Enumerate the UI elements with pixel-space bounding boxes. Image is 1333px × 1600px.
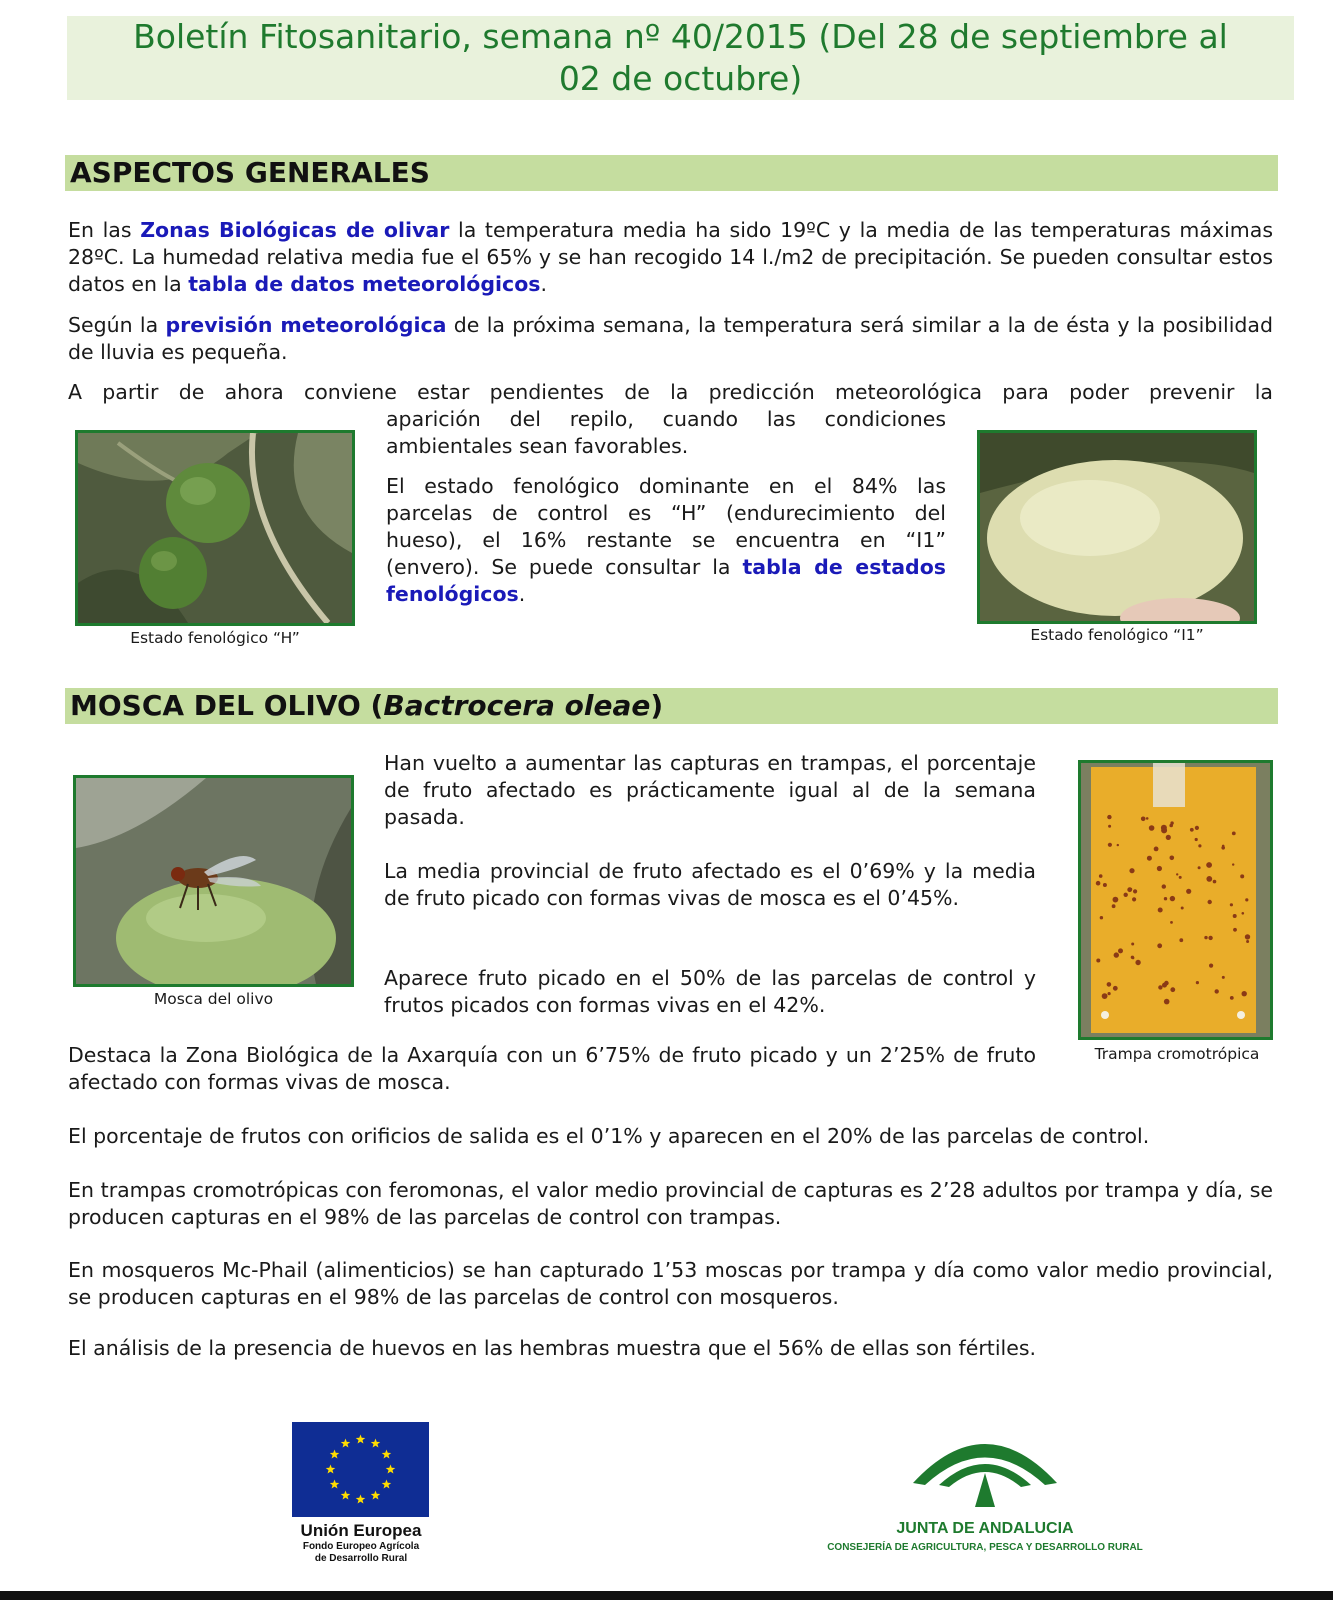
trap-insect-dot <box>1170 987 1175 992</box>
link-tabla-datos-meteorologicos[interactable]: tabla de datos meteorológicos <box>188 272 541 296</box>
trap-insect-dot <box>1230 996 1234 1000</box>
paragraph-axarquia: Destaca la Zona Biológica de la Axarquía con un 6’75% de fruto picado y un 2’25% de fruto afectado con formas vivas de mosca. <box>68 1043 1036 1094</box>
trap-insect-dot <box>1221 846 1225 850</box>
trap-insect-dot <box>1176 873 1178 875</box>
trap-insect-dot <box>1154 847 1159 852</box>
page-title-line1: Boletín Fitosanitario, semana nº 40/2015 (Del 28 de septiembre al <box>133 17 1228 56</box>
eu-star-icon <box>386 1465 396 1474</box>
trap-insect-dot <box>1158 985 1162 989</box>
paragraph-temperatura <box>68 217 1273 298</box>
trap-insect-dot <box>1245 934 1250 939</box>
trap-insect-dot <box>1146 817 1149 820</box>
trap-insect-dot <box>1162 884 1166 888</box>
trap-insect-dot <box>1164 897 1167 900</box>
caption-estado-i1: Estado fenológico “I1” <box>1030 626 1204 644</box>
trap-insect-dot <box>1135 960 1140 965</box>
trap-insect-dot <box>1198 866 1201 869</box>
trap-insect-dot <box>1113 986 1118 991</box>
trap-insect-dot <box>1198 844 1201 847</box>
link-zonas-biologicas[interactable]: Zonas Biológicas de olivar <box>140 218 450 242</box>
junta-andalucia-logo <box>905 1425 1065 1517</box>
trap-insect-dot <box>1166 835 1171 840</box>
trap-insect-dot <box>1117 844 1119 846</box>
trap-insect-dot <box>1186 889 1191 894</box>
eu-star-icon <box>382 1480 392 1489</box>
trap-insect-dot <box>1230 903 1233 906</box>
trap-insect-dot <box>1108 843 1112 847</box>
paragraph-fruto-picado: Aparece fruto picado en el 50% de las parcelas de control y frutos picados con formas vivas en el 42%. <box>384 966 1036 1017</box>
eu-star-icon <box>330 1480 340 1489</box>
trap-insect-dot <box>1108 825 1111 828</box>
photo-estado-h <box>75 430 355 626</box>
trap-insect-dot <box>1107 982 1112 987</box>
yellow-trap-image <box>1081 763 1270 1037</box>
trap-insect-dot <box>1222 976 1225 979</box>
text-segment: . <box>518 582 526 606</box>
trap-insect-dot <box>1114 952 1119 957</box>
trap-insect-dot <box>1131 956 1134 959</box>
paragraph-mosqueros: En mosqueros Mc-Phail (alimenticios) se han capturado 1’53 moscas por trampa y día como valor medio provincial, se producen capturas en el 98% de las parcelas de control con mosqueros. <box>68 1258 1273 1309</box>
eu-subtitle-2: de Desarrollo Rural <box>314 1553 408 1564</box>
trap-insect-dot <box>1169 824 1173 828</box>
trap-insect-dot <box>1107 815 1111 819</box>
text-segment: El estado fenológico dominante en el 84% las parcelas de control es “H” (endurecimiento del hueso), el 16% restante se encuentra en “I1” (envero). Se puede consultar la <box>386 474 946 579</box>
trap-insect-dot <box>1096 959 1100 963</box>
paragraph-repilo-rest: aparición del repilo, cuando las condiciones ambientales sean favorables. <box>386 407 946 458</box>
caption-estado-h: Estado fenológico “H” <box>130 629 300 647</box>
eu-star-icon <box>371 1490 381 1499</box>
trap-insect-dot <box>1096 881 1101 886</box>
trap-insect-dot <box>1208 936 1212 940</box>
heading-species: Bactrocera oleae <box>383 689 651 722</box>
trap-insect-dot <box>1162 983 1167 988</box>
trap-insect-dot <box>1132 897 1136 901</box>
eu-star-icon <box>356 1435 366 1444</box>
olive-branch-image <box>78 433 352 623</box>
paragraph-estado-fenologico <box>386 473 946 608</box>
eu-star-icon <box>326 1465 336 1474</box>
eu-label <box>280 1521 442 1565</box>
trap-insect-dot <box>1245 898 1248 901</box>
trap-insect-dot <box>1195 826 1199 830</box>
trap-insect-dot <box>1242 991 1247 996</box>
junta-arch-icon <box>905 1425 1065 1517</box>
trap-insect-dot <box>1149 825 1155 831</box>
trap-insect-dot <box>1246 940 1249 943</box>
trap-insect-dot <box>1233 928 1237 932</box>
eu-star-icon <box>356 1495 366 1504</box>
trap-insect-dot <box>1129 868 1134 873</box>
eu-flag-logo <box>292 1422 429 1517</box>
trap-insect-dot <box>1232 863 1234 865</box>
trap-insect-dot <box>1170 856 1175 861</box>
text-segment: la temperatura media ha sido 19ºC y la media de las temperaturas máximas 28ºC. La humedad relativa media fue el 65% y se han recogido 14 l./m2 de precipitación. Se pueden consultar estos datos en la <box>68 218 1274 296</box>
trap-insect-dot <box>1181 907 1184 910</box>
text-segment: . <box>540 272 548 296</box>
trap-insect-dot <box>1240 874 1244 878</box>
trap-insect-dot <box>1108 992 1111 995</box>
photo-trampa-cromotropica <box>1078 760 1273 1040</box>
page-title-line2: 02 de octubre) <box>558 59 803 98</box>
eu-stars-icon <box>292 1422 429 1517</box>
section-heading-mosca <box>70 688 663 724</box>
trap-insect-dot <box>1161 825 1167 831</box>
trap-insect-dot <box>1118 948 1123 953</box>
eu-star-icon <box>371 1439 381 1448</box>
trap-insect-dot <box>1195 838 1198 841</box>
trap-insect-dot <box>1233 914 1237 918</box>
trap-insect-dot <box>1209 964 1213 968</box>
text-segment: Según la <box>68 313 166 337</box>
trap-insect-dot <box>1112 904 1116 908</box>
eu-title: Unión Europea <box>300 1521 422 1540</box>
caption-trampa-cromotropica: Trampa cromotrópica <box>1094 1045 1260 1063</box>
trap-insect-dot <box>1242 912 1245 915</box>
trap-insect-dot <box>1170 921 1173 924</box>
trap-insect-dot <box>1213 880 1217 884</box>
text-segment: En las <box>68 218 141 242</box>
trap-insect-dot <box>1133 889 1137 893</box>
trap-insect-dot <box>1206 876 1212 882</box>
trap-insect-dot <box>1103 883 1107 887</box>
bottom-border <box>0 1591 1333 1600</box>
trap-insect-dot <box>1100 916 1103 919</box>
paragraph-prevision <box>68 312 1273 366</box>
trap-insect-dot <box>1113 897 1119 903</box>
trap-insect-dot <box>1124 893 1128 897</box>
trap-insect-dot <box>1131 943 1134 946</box>
trap-insect-dot <box>1147 856 1152 861</box>
junta-subtitle: CONSEJERÍA DE AGRICULTURA, PESCA Y DESARROLLO RURAL <box>827 1542 1143 1553</box>
trap-insect-dot <box>1170 896 1175 901</box>
junta-title: JUNTA DE ANDALUCIA <box>896 1520 1074 1537</box>
section-heading-generales: ASPECTOS GENERALES <box>70 156 430 189</box>
trap-insect-dot <box>1215 989 1219 993</box>
trap-insect-dot <box>1102 993 1108 999</box>
eu-star-icon <box>341 1439 351 1448</box>
heading-text: ) <box>650 689 664 722</box>
trap-insect-dot <box>1196 981 1199 984</box>
paragraph-trampas-feromonas: En trampas cromotrópicas con feromonas, el valor medio provincial de capturas es 2’28 adultos por trampa y día, se producen capturas en el 98% de las parcelas de control con trampas. <box>68 1178 1273 1229</box>
paragraph-huevos: El análisis de la presencia de huevos en las hembras muestra que el 56% de ellas son fértiles. <box>68 1336 1037 1360</box>
trap-insect-dot <box>1190 828 1194 832</box>
trap-insect-dot <box>1179 938 1183 942</box>
text-segment: de la próxima semana, la temperatura será similar a la de ésta y la posibilidad de lluvia es pequeña. <box>68 313 1273 364</box>
paragraph-capturas: Han vuelto a aumentar las capturas en trampas, el porcentaje de fruto afectado es prácticamente igual al de la semana pasada. <box>384 751 1036 829</box>
eu-star-icon <box>330 1450 340 1459</box>
paragraph-orificios: El porcentaje de frutos con orificios de salida es el 0’1% y aparecen en el 20% de las parcelas de control. <box>68 1124 1150 1148</box>
trap-insect-dot <box>1204 936 1207 939</box>
yellow-olive-image <box>980 433 1254 621</box>
eu-subtitle-1: Fondo Europeo Agrícola <box>302 1541 420 1552</box>
paragraph-media-provincial: La media provincial de fruto afectado es el 0’69% y la media de fruto picado con formas vivas de mosca es el 0’45%. <box>384 859 1036 910</box>
caption-mosca-olivo: Mosca del olivo <box>153 990 274 1008</box>
trap-insect-dot <box>1157 866 1162 871</box>
link-prevision-meteorologica[interactable]: previsión meteorológica <box>165 313 447 337</box>
heading-text: MOSCA DEL OLIVO ( <box>70 689 384 722</box>
trap-insect-dot <box>1157 943 1162 948</box>
fly-on-olive-image <box>76 778 351 984</box>
photo-estado-i1 <box>977 430 1257 624</box>
trap-insect-dot <box>1208 900 1212 904</box>
trap-insect-dot <box>1141 817 1146 822</box>
trap-insect-dot <box>1232 832 1236 836</box>
junta-label <box>820 1519 1150 1555</box>
paragraph-repilo-line1: A partir de ahora conviene estar pendientes de la predicción meteorológica para poder prevenir la <box>68 380 1273 404</box>
trap-insect-dot <box>1206 862 1212 868</box>
trap-insect-dot <box>1164 999 1170 1005</box>
photo-mosca-olivo <box>73 775 354 987</box>
trap-insect-dot <box>1130 888 1133 891</box>
eu-star-icon <box>382 1450 392 1459</box>
link-tabla-estados-fenologicos[interactable]: tabla de estados fenológicos <box>386 555 947 606</box>
trap-insect-dot <box>1179 876 1182 879</box>
eu-star-icon <box>341 1490 351 1499</box>
trap-insect-dot <box>1099 874 1103 878</box>
page-title <box>67 16 1294 100</box>
trap-insect-dot <box>1158 908 1163 913</box>
